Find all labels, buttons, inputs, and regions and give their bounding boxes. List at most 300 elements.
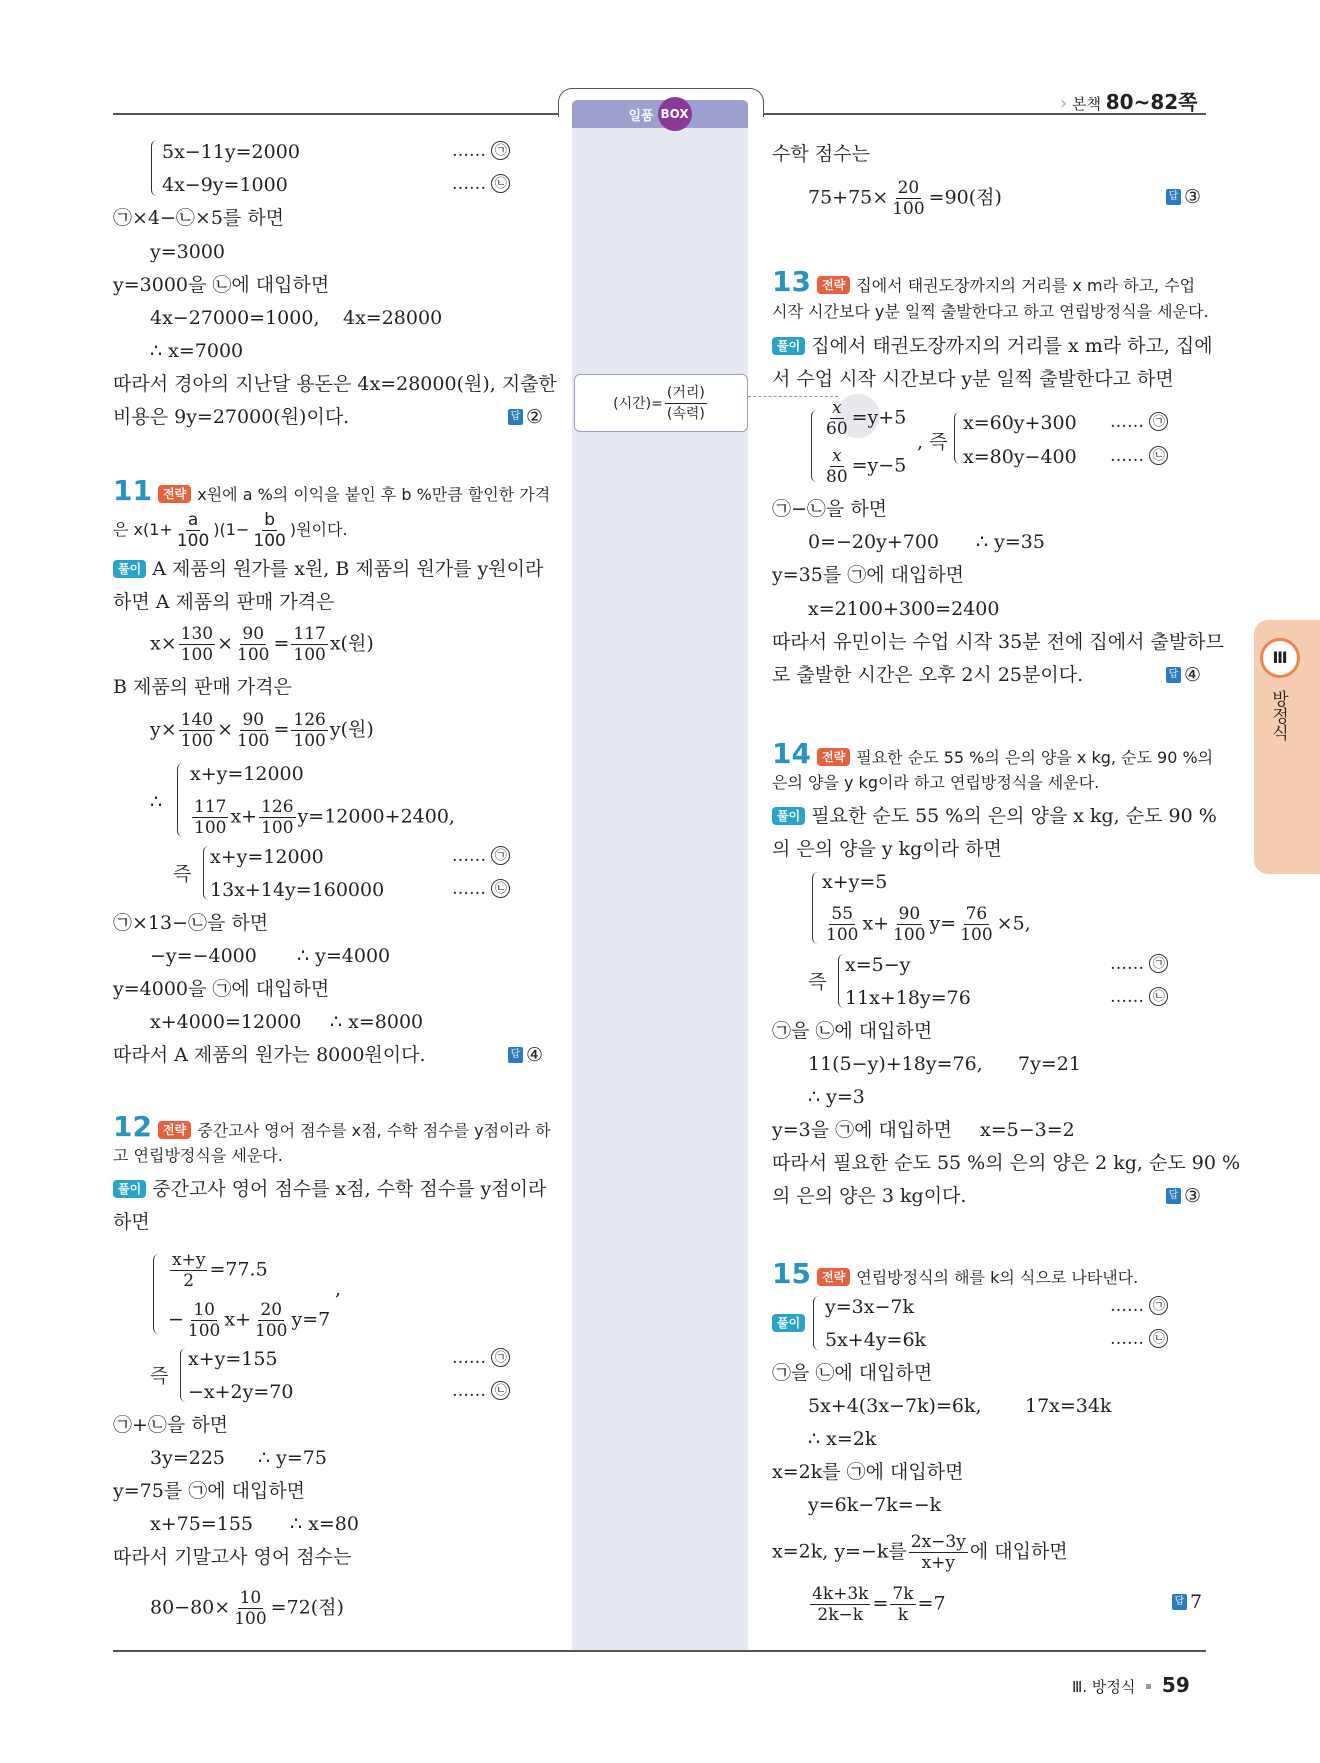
box-badge: BOX xyxy=(658,97,692,131)
fraction-numerator: 55 xyxy=(831,904,854,924)
fraction-denominator: 100 xyxy=(194,818,227,838)
p15-s7c: =7 xyxy=(917,1592,946,1615)
p13-s4: x=2100+300=2400 xyxy=(808,598,1000,620)
p11-eq1 xyxy=(150,624,374,665)
p11-answer xyxy=(508,1043,543,1067)
p11-e1a: x× xyxy=(150,632,177,655)
p12-s6a: 80−80× xyxy=(150,1596,231,1619)
footer xyxy=(1072,1673,1190,1697)
equation-reference xyxy=(1110,954,1168,974)
formula-note-box xyxy=(574,374,748,432)
p10-s2: y=3000 xyxy=(150,241,226,263)
equation-reference xyxy=(452,1381,510,1401)
p15-s2: 5x+4(3x−7k)=6k, xyxy=(808,1395,982,1417)
fraction-numerator: 4k+3k xyxy=(812,1584,869,1604)
p15-s7b: = xyxy=(872,1592,889,1615)
equation-label-circle: ㉡ xyxy=(1149,1329,1168,1348)
p14-sys1: x+y=5 xyxy=(822,871,888,893)
fraction-denominator: 100 xyxy=(255,1321,288,1341)
fraction-numerator: 2x−3y xyxy=(910,1532,966,1552)
fraction-denominator: 100 xyxy=(826,925,859,945)
fraction xyxy=(235,710,271,751)
p11-sys1: x+y=12000 xyxy=(190,763,304,785)
text-line xyxy=(822,904,1031,945)
center-strip xyxy=(572,100,748,1650)
solution-tag: 풀이 xyxy=(113,1180,146,1198)
p11-answer: ④ xyxy=(526,1044,544,1066)
p11-e2e: y(원) xyxy=(329,718,374,741)
p11-s5: 따라서 A 제품의 원가는 8000원이다. xyxy=(113,1044,426,1066)
marks-dots: …… xyxy=(1110,1296,1144,1316)
answer-icon: 답 xyxy=(1166,1188,1181,1204)
p15-sys2: 5x+4y=6k xyxy=(825,1329,927,1351)
p11-strat2b: )(1− xyxy=(213,520,250,539)
p12-s4: x+75=155 xyxy=(150,1513,253,1535)
p14-comma: , xyxy=(1024,912,1031,935)
fraction-numerator: b xyxy=(264,510,275,530)
p12-sys2a: − xyxy=(168,1308,184,1331)
p11-s2: −y=−4000 xyxy=(150,945,257,967)
fraction-numerator: 76 xyxy=(965,904,988,924)
problem-number: 15 xyxy=(772,1257,811,1290)
equation-reference xyxy=(1110,446,1168,466)
p14-l1: 필요한 순도 55 %의 은의 양을 x kg, 순도 90 % xyxy=(811,805,1217,827)
p12-l1: 중간고사 영어 점수를 x점, 수학 점수를 y점이라 xyxy=(152,1178,547,1200)
fraction xyxy=(824,446,850,487)
fraction-numerator: x+y xyxy=(172,1250,206,1270)
p12-s1: ㉠+㉡을 하면 xyxy=(113,1414,229,1436)
p11-e1e: x(원) xyxy=(329,632,374,655)
fraction-numerator: a xyxy=(187,510,199,530)
sidebox-lhs: (시간)= xyxy=(613,396,663,412)
fraction xyxy=(235,624,271,665)
fraction xyxy=(890,1584,915,1625)
marks-dots: …… xyxy=(452,1381,486,1401)
p13-a1b: =y+5 xyxy=(851,406,907,429)
equation-reference xyxy=(452,846,510,866)
p12-s6b: =72(점) xyxy=(270,1596,344,1619)
fraction xyxy=(291,710,327,751)
p12-s2: 3y=225 xyxy=(150,1447,226,1469)
p15-answer xyxy=(1172,1590,1202,1614)
p13-s2: 0=−20y+700 xyxy=(808,531,940,553)
p11-e2a: y× xyxy=(150,718,177,741)
brace-mark xyxy=(954,412,961,464)
fraction-denominator: 100 xyxy=(960,925,993,945)
fraction-numerator: 117 xyxy=(293,624,326,644)
p14-s2b: 7y=21 xyxy=(1018,1053,1081,1075)
p15-s2b: 17x=34k xyxy=(1025,1395,1112,1417)
fraction xyxy=(824,398,850,439)
p11-s2b: ∴ y=4000 xyxy=(297,945,391,967)
fraction-denominator: 100 xyxy=(293,645,326,665)
fraction-denominator: 60 xyxy=(826,419,848,439)
p10-s4b: 4x=28000 xyxy=(343,307,443,329)
page-number: 59 xyxy=(1161,1673,1190,1697)
equation-label-circle: ㉡ xyxy=(1149,446,1168,465)
problem-number: 12 xyxy=(113,1110,152,1143)
p12c-l1: 수학 점수는 xyxy=(772,143,870,165)
fraction xyxy=(186,1300,222,1341)
marks-dots: …… xyxy=(452,141,486,161)
p14-sys2c: ×5 xyxy=(996,912,1025,935)
fraction xyxy=(253,1300,289,1341)
fraction-denominator: 100 xyxy=(187,1321,221,1341)
fraction xyxy=(170,1250,207,1291)
p11-strat2c: )원이다. xyxy=(289,520,348,539)
equation-reference xyxy=(1110,1329,1168,1349)
answer-icon: 답 xyxy=(508,409,523,425)
text-line xyxy=(113,1177,546,1201)
brace-mark xyxy=(153,1254,160,1334)
fraction-numerator: x xyxy=(832,446,842,466)
p11-s4: x+4000=12000 xyxy=(150,1011,302,1033)
side-chapter-tab[interactable] xyxy=(1254,620,1320,874)
answer-icon: 답 xyxy=(508,1047,523,1063)
p10-eq1: 5x−11y=2000 xyxy=(162,141,300,163)
equation-label-circle: ㉠ xyxy=(491,846,510,865)
chapter-roman-badge: Ⅲ xyxy=(1260,638,1300,678)
p14-s3: ∴ y=3 xyxy=(808,1086,865,1108)
p11-s1: ㉠×13−㉡을 하면 xyxy=(113,912,269,934)
marks-dots: …… xyxy=(1110,446,1144,466)
fraction-denominator: 2 xyxy=(183,1271,195,1291)
p12-s4b: ∴ x=80 xyxy=(290,1513,359,1535)
marks-dots: …… xyxy=(1110,987,1144,1007)
equation-reference xyxy=(452,174,510,194)
fraction-denominator: 100 xyxy=(180,645,214,665)
text-line xyxy=(168,1300,330,1341)
p14-answer xyxy=(1166,1184,1201,1208)
p11-therefore: ∴ xyxy=(150,791,163,813)
text-line xyxy=(168,1250,268,1291)
equation-label-circle: ㉠ xyxy=(1149,1296,1168,1315)
p13-s6: 로 출발한 시간은 오후 2시 25분이다. xyxy=(772,664,1084,686)
p13-s1: ㉠−㉡을 하면 xyxy=(772,498,888,520)
p13-s3: y=35를 ㉠에 대입하면 xyxy=(772,564,965,586)
fraction-denominator: 100 xyxy=(293,731,326,751)
text-line xyxy=(808,1584,946,1625)
fraction-numerator: (거리) xyxy=(665,383,707,404)
equation-reference xyxy=(1110,987,1168,1007)
p14-sys2a: x+ xyxy=(862,912,890,935)
p11-l1: A 제품의 원가를 x원, B 제품의 원가를 y원이라 xyxy=(152,558,544,580)
fraction-denominator: 2k−k xyxy=(817,1605,864,1625)
p10-eq2: 4x−9y=1000 xyxy=(162,174,288,196)
fraction-numerator: 117 xyxy=(194,797,227,817)
p10-answer: ② xyxy=(526,406,544,428)
p15-strat1: 연립방정식의 해를 k의 식으로 나타낸다. xyxy=(856,1268,1139,1287)
fraction xyxy=(909,1532,968,1573)
text-line xyxy=(113,510,348,551)
p11-e2b: × xyxy=(217,718,234,741)
equation-reference xyxy=(452,879,510,899)
fraction xyxy=(810,1584,870,1625)
p10-s4: 4x−27000=1000, xyxy=(150,307,320,329)
p10-s6: 따라서 경아의 지난달 용돈은 4x=28000(원), 지출한 xyxy=(113,373,557,395)
p13-b2: x=80y−400 xyxy=(963,446,1077,468)
p14-s4: y=3을 ㉠에 대입하면 xyxy=(772,1119,952,1141)
brace-mark xyxy=(151,140,158,196)
fraction-denominator: 100 xyxy=(180,731,214,751)
header-ref-prefix: 본책 xyxy=(1071,95,1101,113)
fraction-numerator: 20 xyxy=(260,1300,283,1320)
p11-s4b: ∴ x=8000 xyxy=(330,1011,424,1033)
equation-label-circle: ㉡ xyxy=(491,1381,510,1400)
brace-mark xyxy=(811,410,818,482)
equation-label-circle: ㉠ xyxy=(1149,412,1168,431)
p12-answer xyxy=(1166,185,1201,209)
fraction-numerator: 90 xyxy=(898,904,921,924)
p10-s5: ∴ x=7000 xyxy=(150,340,244,362)
fraction-numerator: 20 xyxy=(897,178,920,198)
p15-s4: x=2k를 ㉠에 대입하면 xyxy=(772,1461,964,1483)
marks-dots: …… xyxy=(452,879,486,899)
brace-mark xyxy=(203,846,210,900)
marks-dots: …… xyxy=(1110,1329,1144,1349)
answer-icon: 답 xyxy=(1166,189,1181,205)
fraction-denominator: 100 xyxy=(237,645,270,665)
equation-reference xyxy=(1110,412,1168,432)
fraction xyxy=(665,383,707,424)
fraction xyxy=(291,624,327,665)
equation-reference xyxy=(1110,1296,1168,1316)
p13-jeuk: , 즉 xyxy=(917,431,948,453)
text-line xyxy=(772,334,1213,358)
p13-strat1: 집에서 태권도장까지의 거리를 x m라 하고, 수업 xyxy=(856,276,1196,295)
equation-label-circle: ㉡ xyxy=(1149,987,1168,1006)
strategy-tag: 전략 xyxy=(817,276,850,294)
p13-s5: 따라서 유민이는 수업 시작 35분 전에 집에서 출발하므 xyxy=(772,631,1224,653)
fraction-denominator: (속력) xyxy=(666,405,705,422)
p13-strategy xyxy=(772,265,1196,298)
fraction-numerator: 90 xyxy=(242,710,265,730)
brace-mark xyxy=(812,872,819,944)
p13-b1: x=60y+300 xyxy=(963,412,1077,434)
equation-label-circle: ㉠ xyxy=(491,141,510,160)
p15-s6b: 에 대입하면 xyxy=(969,1540,1068,1563)
p10-s7: 비용은 9y=27000(원)이다. xyxy=(113,406,350,428)
p13-answer: ④ xyxy=(1184,664,1202,686)
p14-s2: 11(5−y)+18y=76, xyxy=(808,1053,983,1075)
text-line xyxy=(772,1532,1068,1573)
p10-answer xyxy=(508,405,543,429)
p13-l1: 집에서 태권도장까지의 거리를 x m라 하고, 집에 xyxy=(811,335,1213,357)
brace-mark xyxy=(838,954,845,1008)
fraction xyxy=(192,797,228,838)
p13-a2b: =y−5 xyxy=(851,454,907,477)
p14-answer: ③ xyxy=(1184,1185,1202,1207)
answer-icon: 답 xyxy=(1166,667,1181,683)
p14-strat1: 필요한 순도 55 %의 은의 양을 x kg, 순도 90 %의 xyxy=(856,748,1214,767)
brace-mark xyxy=(180,1348,187,1402)
strategy-tag: 전략 xyxy=(817,748,850,766)
fraction-numerator: 130 xyxy=(180,624,214,644)
fraction-numerator: 10 xyxy=(193,1300,215,1320)
strategy-tag: 전략 xyxy=(158,485,191,503)
p12-s3: y=75를 ㉠에 대입하면 xyxy=(113,1480,306,1502)
answer-icon: 답 xyxy=(1172,1594,1187,1610)
fraction xyxy=(824,904,860,945)
p12-sys3: x+y=155 xyxy=(188,1348,278,1370)
p11-jeuk: 즉 xyxy=(173,863,192,885)
text-line xyxy=(150,1588,344,1629)
fraction xyxy=(259,797,295,838)
text-line xyxy=(772,804,1217,828)
fraction-numerator: x xyxy=(832,398,842,418)
p11-s3: y=4000을 ㉠에 대입하면 xyxy=(113,978,330,1000)
p11-strat1: x원에 a %의 이익을 붙인 후 b %만큼 할인한 가격 xyxy=(197,485,551,504)
p12-sys2b: x+ xyxy=(224,1308,252,1331)
equation-reference xyxy=(452,141,510,161)
header-box-label-a: 일품 xyxy=(628,108,654,124)
strategy-tag: 전략 xyxy=(817,1268,850,1286)
p14-sys3: x=5−y xyxy=(845,954,911,976)
text-line xyxy=(772,1311,805,1335)
fraction xyxy=(179,624,215,665)
header-ref-pages: 80~82쪽 xyxy=(1105,90,1198,114)
strategy-tag: 전략 xyxy=(158,1121,191,1139)
marks-dots: …… xyxy=(452,174,486,194)
fraction xyxy=(232,1588,268,1629)
marks-dots: …… xyxy=(452,846,486,866)
marks-dots: …… xyxy=(1110,954,1144,974)
p14-sys4: 11x+18y=76 xyxy=(845,987,971,1009)
fraction-denominator: 100 xyxy=(253,531,286,551)
p12-s5: 따라서 기말고사 영어 점수는 xyxy=(113,1546,352,1568)
fraction-denominator: x+y xyxy=(921,1553,956,1573)
fraction-denominator: 100 xyxy=(234,1609,267,1629)
fraction-denominator: 100 xyxy=(176,531,210,551)
problem-number: 11 xyxy=(113,474,152,507)
p11-sys4: 13x+14y=160000 xyxy=(210,879,385,901)
page-reference xyxy=(1060,86,1198,115)
p11-sys2a: x+ xyxy=(230,805,258,828)
fraction-numerator: 126 xyxy=(293,710,326,730)
text-line xyxy=(808,178,1002,219)
fraction-numerator: 140 xyxy=(180,710,214,730)
p11-comma: , xyxy=(448,805,455,828)
text-line xyxy=(113,557,543,581)
brace-mark xyxy=(813,1296,820,1350)
p14-s5: 따라서 필요한 순도 55 %의 은의 양은 2 kg, 순도 90 % xyxy=(772,1152,1241,1174)
fraction-denominator: 100 xyxy=(261,818,294,838)
p11-l3: B 제품의 판매 가격은 xyxy=(113,676,292,698)
footer-rule xyxy=(113,1650,1206,1652)
p15-s1: ㉠을 ㉡에 대입하면 xyxy=(772,1362,933,1384)
p11-e1b: × xyxy=(217,632,234,655)
p14-s4b: x=5−3=2 xyxy=(980,1119,1075,1141)
equation-label-circle: ㉡ xyxy=(491,879,510,898)
fraction xyxy=(251,510,287,551)
text-line xyxy=(822,446,906,487)
p12c-e1b: =90(점) xyxy=(928,186,1002,209)
equation-label-circle: ㉡ xyxy=(491,174,510,193)
fraction-denominator: k xyxy=(897,1605,909,1625)
p12-l2: 하면 xyxy=(113,1211,150,1233)
solution-tag: 풀이 xyxy=(772,1314,805,1332)
p15-sys1: y=3x−7k xyxy=(825,1296,914,1318)
p11-e2c: = xyxy=(273,718,290,741)
fraction-numerator: 7k xyxy=(892,1584,914,1604)
p11-strat2a: 은 x(1+ xyxy=(113,520,173,539)
note-connector-line xyxy=(748,396,838,397)
p11-sys3: x+y=12000 xyxy=(210,846,324,868)
p14-l2: 의 은의 양을 y kg이라 하면 xyxy=(772,838,1002,860)
p15-s5: y=6k−7k=−k xyxy=(808,1494,942,1516)
p15-s3: ∴ x=2k xyxy=(808,1428,877,1450)
text-line xyxy=(822,398,906,439)
p14-s6: 의 은의 양은 3 kg이다. xyxy=(772,1185,967,1207)
p12-strat2: 고 연립방정식을 세운다. xyxy=(113,1146,283,1165)
p11-eq2 xyxy=(150,710,374,751)
marks-dots: …… xyxy=(1110,412,1144,432)
marks-dots: …… xyxy=(452,1348,486,1368)
text-line xyxy=(190,797,455,838)
fraction xyxy=(179,710,215,751)
fraction-denominator: 100 xyxy=(893,925,926,945)
text-line: , xyxy=(335,1278,342,1300)
p15-answer: 7 xyxy=(1190,1591,1203,1613)
footer-bullet-icon xyxy=(1146,1684,1151,1689)
problem-number: 14 xyxy=(772,737,811,770)
chapter-label: 방정식 xyxy=(1268,690,1288,741)
p14-strategy xyxy=(772,737,1214,770)
p14-sys2b: y= xyxy=(929,912,957,935)
p12c-e1a: 75+75× xyxy=(808,186,889,209)
fraction-denominator: 100 xyxy=(237,731,270,751)
fraction-denominator: 100 xyxy=(892,199,925,219)
chevron-right-icon: › xyxy=(1060,93,1068,114)
p12-sys2c: y=7 xyxy=(291,1308,331,1331)
fraction-numerator: 10 xyxy=(239,1588,262,1608)
p13-strat2: 시작 시간보다 y분 일찍 출발한다고 하고 연립방정식을 세운다. xyxy=(772,302,1209,321)
equation-label-circle: ㉠ xyxy=(491,1348,510,1367)
p13-s2b: ∴ y=35 xyxy=(976,531,1045,553)
p11-sys2b: y=12000+2400 xyxy=(297,805,449,828)
fraction-numerator: 90 xyxy=(242,624,265,644)
p12-strategy xyxy=(113,1110,551,1143)
solution-tag: 풀이 xyxy=(772,807,805,825)
problem-number: 13 xyxy=(772,265,811,298)
p12-sys1b: =77.5 xyxy=(209,1258,268,1281)
p10-s1: ㉠×4−㉡×5를 하면 xyxy=(113,207,285,229)
p15-s6a: x=2k, y=−k를 xyxy=(772,1540,907,1563)
footer-chapter: Ⅲ. 방정식 xyxy=(1072,1678,1136,1696)
p11-e1c: = xyxy=(273,632,290,655)
p12-sys4: −x+2y=70 xyxy=(188,1381,294,1403)
fraction xyxy=(175,510,211,551)
fraction xyxy=(890,178,926,219)
p12-jeuk: 즉 xyxy=(150,1365,169,1387)
p11-l2: 하면 A 제품의 판매 가격은 xyxy=(113,591,335,613)
p13-answer xyxy=(1166,663,1201,687)
p10-s3: y=3000을 ㉡에 대입하면 xyxy=(113,274,330,296)
fraction xyxy=(958,904,994,945)
solution-tag: 풀이 xyxy=(772,337,805,355)
equation-label-circle: ㉠ xyxy=(1149,954,1168,973)
box-title xyxy=(572,100,748,128)
equation-reference xyxy=(452,1348,510,1368)
fraction xyxy=(891,904,927,945)
p12-s2b: ∴ y=75 xyxy=(258,1447,327,1469)
p14-strat2: 은의 양을 y kg이라 하고 연립방정식을 세운다. xyxy=(772,773,1100,792)
p14-jeuk: 즉 xyxy=(808,971,827,993)
solution-tag: 풀이 xyxy=(113,560,146,578)
p14-s1: ㉠을 ㉡에 대입하면 xyxy=(772,1020,933,1042)
fraction-denominator: 80 xyxy=(826,467,848,487)
p15-strategy xyxy=(772,1257,1139,1290)
